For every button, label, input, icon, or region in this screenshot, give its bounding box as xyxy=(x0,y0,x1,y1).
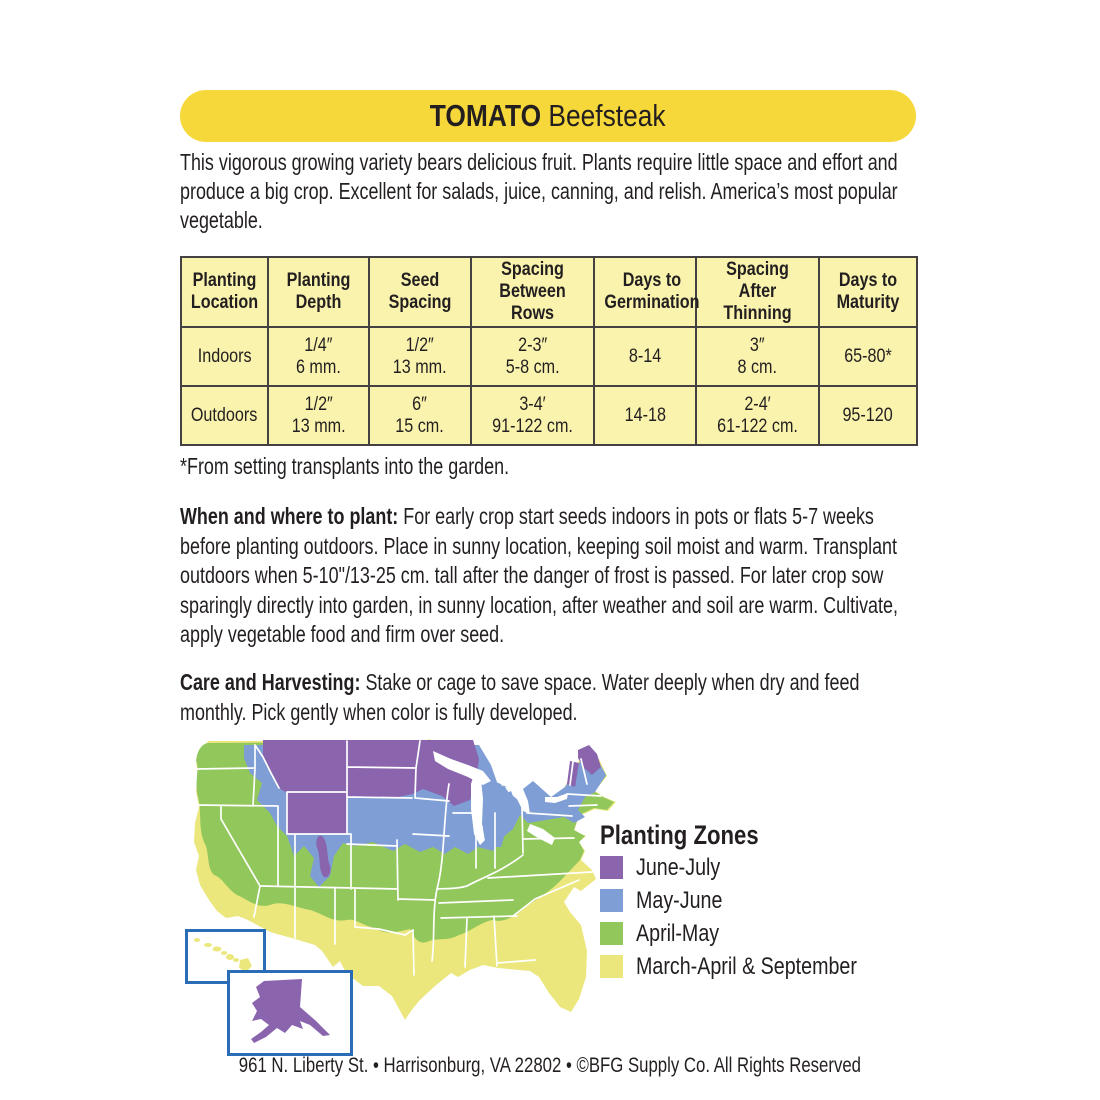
table-row-outdoors: Outdoors 1/2″ 13 mm. 6″ 15 cm. 3-4′ 91-122 cm. 14-18 2-4′ 61-122 cm. 95-120 xyxy=(181,386,917,445)
section-when-where xyxy=(180,502,916,650)
table-footnote: *From setting transplants into the garden. xyxy=(180,453,510,479)
legend-swatch-march-april-september xyxy=(600,955,623,978)
section-lead: Care and Harvesting: xyxy=(180,669,361,695)
footer-address: 961 N. Liberty St. • Harrisonburg, VA 22802 • ©BFG Supply Co. All Rights Reserved xyxy=(238,1053,862,1077)
section-lead: When and where to plant: xyxy=(180,503,399,529)
legend-swatch-june-july xyxy=(600,856,623,879)
legend-item-june-july xyxy=(600,851,905,884)
col-days-to-maturity: Days to Maturity xyxy=(819,257,917,327)
alaska-shape xyxy=(230,973,344,1047)
section-care-harvesting xyxy=(180,668,916,727)
col-seed-spacing: Seed Spacing xyxy=(369,257,471,327)
legend-item-may-june xyxy=(600,884,905,917)
legend-swatch-april-may xyxy=(600,922,623,945)
crop-name: TOMATO xyxy=(430,98,542,133)
legend-label: May-June xyxy=(636,886,723,914)
title-banner xyxy=(180,90,916,142)
table-row-indoors: Indoors 1/4″ 6 mm. 1/2″ 13 mm. 2-3″ 5-8 cm. 8-14 3″ 8 cm. 65-80* xyxy=(181,327,917,386)
legend-title: Planting Zones xyxy=(600,820,759,850)
section-text: Stake or cage to save space. Water deeply when dry and feed monthly. Pick gently when color is fully developed. xyxy=(180,669,860,725)
variety-name: Beefsteak xyxy=(548,98,666,133)
legend-item-april-may xyxy=(600,917,905,950)
col-planting-depth: Planting Depth xyxy=(268,257,369,327)
col-spacing-after-thinning: Spacing After Thinning xyxy=(696,257,819,327)
col-planting-location: Planting Location xyxy=(181,257,268,327)
page-title xyxy=(430,98,666,134)
col-days-to-germination: Days to Germination xyxy=(594,257,696,327)
map-legend xyxy=(600,820,905,983)
section-text: For early crop start seeds indoors in pots or flats 5-7 weeks before planting outdoors. Place in sunny location, keeping soil moist and warm. Transplant outdoors when 5-10"/13-25 cm. tall after the danger of frost is passed. For later crop sow sparingly directly into garden, in sunny location, after weather and soil are warm. Cultivate, apply vegetable food and firm over seed. xyxy=(180,503,898,647)
legend-label: June-July xyxy=(636,853,721,881)
col-spacing-between-rows: Spacing Between Rows xyxy=(471,257,594,327)
hawaii-islands xyxy=(188,932,257,975)
legend-label: March-April & September xyxy=(636,952,857,980)
table-header-row xyxy=(181,257,917,327)
legend-item-march-april-september xyxy=(600,950,905,983)
description-text: This vigorous growing variety bears delicious fruit. Plants require little space and effort and produce a big crop. Excellent for salads, juice, canning, and relish. America’s most popular vegetable. xyxy=(180,149,898,233)
legend-label: April-May xyxy=(636,919,720,947)
legend-swatch-may-june xyxy=(600,889,623,912)
alaska-inset xyxy=(227,970,353,1056)
planting-table xyxy=(180,256,918,446)
